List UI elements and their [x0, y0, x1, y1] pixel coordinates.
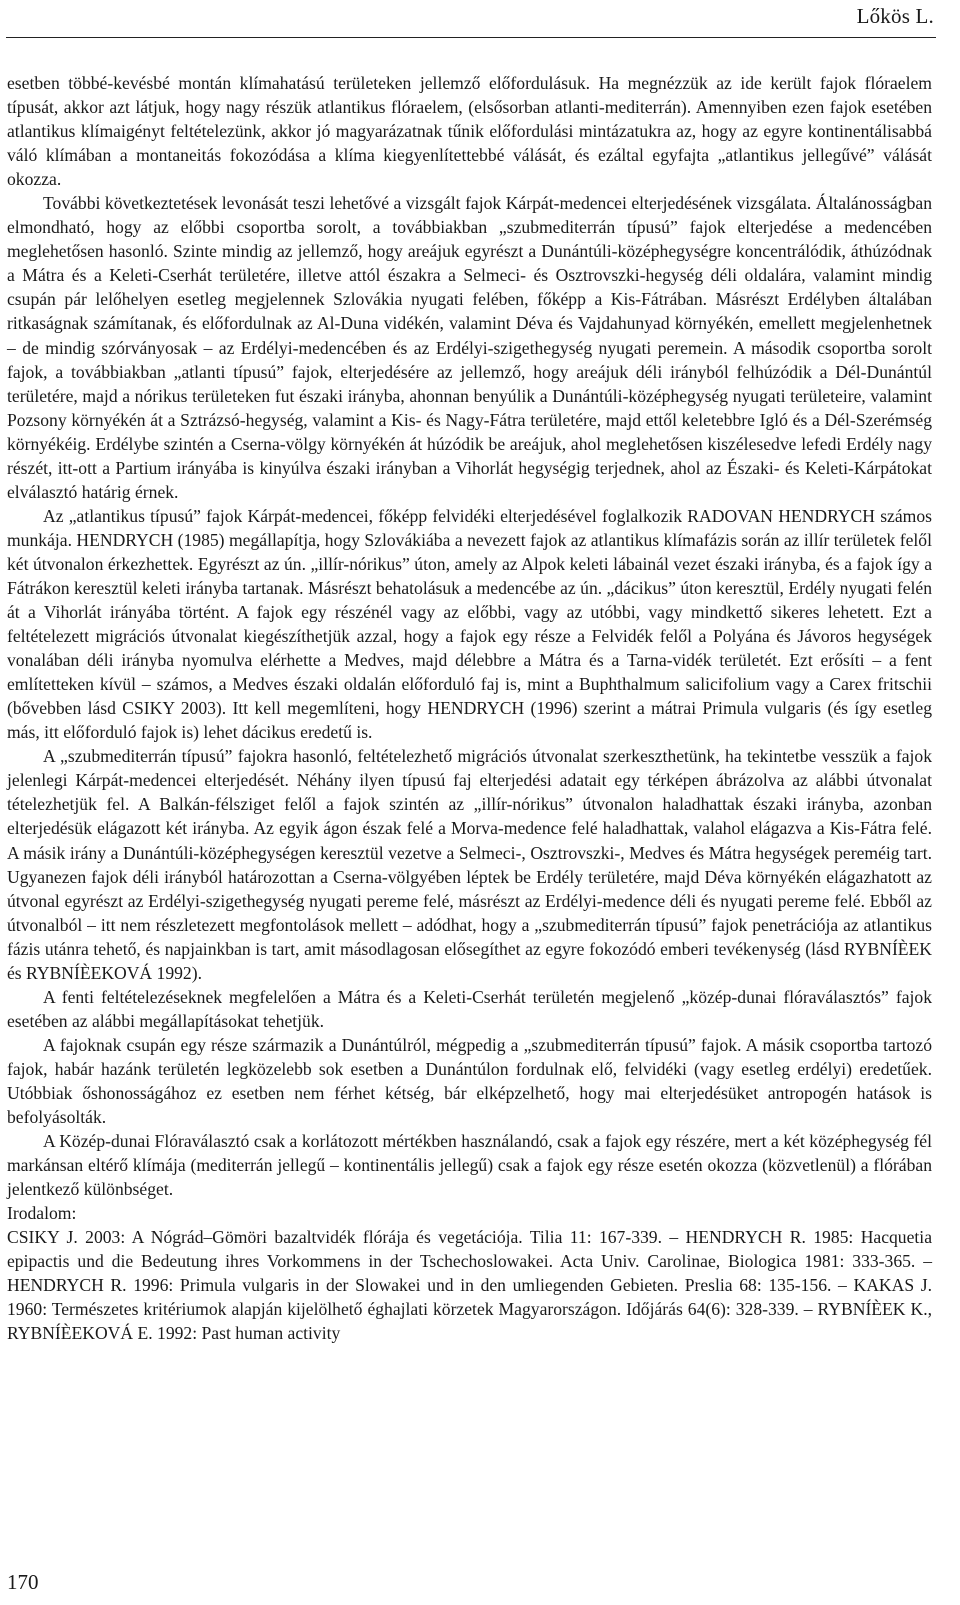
article-body [7, 71, 932, 1345]
header-rule [6, 37, 936, 38]
paragraph-3: Az „atlantikus típusú” fajok Kárpát-medencei, főképp felvidéki elterjedésével foglalkozik RADOVAN HENDRYCH számos munkája. HENDRYCH (1985) megállapítja, hogy Szlovákiába a nevezett fajok az atlantikus klímafázis során az illír területek felől két útvonalon érkezhettek. Egyrészt az ún. „illír-nórikus” úton, amely az Alpok keleti lábainál vezet északi irányba, és a fajok így a Fátrákon keresztül keleti irányba tartanak. Másrészt behatolásuk a medencébe az ún. „dácikus” úton keresztül, Erdély nyugati felén át a Vihorlát irányába történt. A fajok egy részénél vagy az előbbi, vagy az utóbbi, vagy mindkettő sikeres lehetett. Ezt a feltételezett migrációs útvonalat kiegészíthetjük azzal, hogy a fajok egy része a Felvidék felől a Polyána és Jávoros hegységek vonalában déli irányba nyomulva elérhette a Medves, majd délebbre a Mátra és a Tarna-vidék területét. Ezt erősíti – a fent említetteken kívül – számos, a Medves északi oldalán előforduló faj is, mint a Buphthalmum salicifolium vagy a Carex fritschii (bővebben lásd CSIKY 2003). Itt kell megemlíteni, hogy HENDRYCH (1996) szerint a mátrai Primula vulgaris (és így esetleg más, itt előforduló fajok is) lehet dácikus eredetű is. [7, 505, 932, 743]
paragraph-4: A „szubmediterrán típusú” fajokra hasonló, feltételezhető migrációs útvonalat szerkeszthetünk, ha tekintetbe vesszük a fajok jelenlegi Kárpát-medencei elterjedését. Néhány ilyen típusú faj elterjedési adatait egy térképen ábrázolva az alábbi útvonalat tételezhetjük fel. A Balkán-félsziget felől a fajok szintén az „illír-nórikus” útvonalon haladhattak északi irányba, azonban elterjedésük elágazott két irányba. Az egyik ágon észak felé a Morva-medence felé haladhattak, valahol elágazva a Kis-Fátra felé. A másik irány a Dunántúli-középhegységen keresztül vezetve a Selmeci-, Osztrovszki-, Medves és Mátra hegységek pereméig tart. Ugyanezen fajok déli irányból határozottan a Cserna-völgyében léptek be Erdély területére, majd Déva környékén elágazhatott az útvonal egyrészt az Erdélyi-szigethegység nyugati pereme felé, másrészt az Erdélyi-medence déli és nyugati pereme felé. Ebből az útvonalból – itt nem részletezett megfontolások mellett – adódhat, hogy a „szubmediterrán típusú” fajok penetrációja az atlantikus fázis utánra tehető, és napjainkban is tart, amit másodlagosan elősegíthet az egyre fokozódó emberi tevékenység (lásd RYBNÍÈEK és RYBNÍÈEKOVÁ 1992). [7, 746, 932, 983]
paragraph-7: A Közép-dunai Flóraválasztó csak a korlátozott mértékben használandó, csak a fajok egy részére, mert a két középhegység fél markánsan eltérő klímája (mediterrán jellegű – kontinentális jellegű) csak a fajok egy része esetén okozza (közvetlenül) a flórában jelentkező különbséget. [7, 1131, 932, 1200]
page-number: 170 [7, 1570, 39, 1594]
running-head: Lőkös L. [856, 4, 934, 28]
paragraph-1: esetben többé-kevésbé montán klímahatású területeken jellemző előfordulásuk. Ha megnézzük az ide került fajok flóraelem típusát, akkor azt látjuk, hogy nagy részük atlantikus flóraelem, (elsősorban atlanti-mediterrán). Amennyiben ezen fajok esetében atlantikus klímaigényt feltételezünk, akkor jó magyarázatnak tűnik előfordulási mintázatukra az, hogy az egyre kontinentálisabbá váló klímában a montaneitás fokozódása a klíma kiegyenlítettebbé válását, és ezáltal egyfajta „atlantikus jellegűvé” válását okozza. [7, 73, 932, 190]
references-list: CSIKY J. 2003: A Nógrád–Gömöri bazaltvidék flórája és vegetációja. Tilia 11: 167-339. – HENDRYCH R. 1985: Hacquetia epipactis und die Bedeutung ihres Vorkommens in der Tschechoslowakei. Acta Univ. Carolinae, Biologica 1981: 333-365. – HENDRYCH R. 1996: Primula vulgaris in der Slowakei und in den umliegenden Gebieten. Preslia 68: 135-156. – KAKAS J. 1960: Természetes kritériumok alapján kijelölhető éghajlati körzetek Magyarországon. Időjárás 64(6): 328-339. – RYBNÍÈEK K., RYBNÍÈEKOVÁ E. 1992: Past human activity [7, 1227, 932, 1344]
references-heading: Irodalom: [7, 1203, 77, 1224]
paragraph-5: A fenti feltételezéseknek megfelelően a Mátra és a Keleti-Cserhát területén megjelenő „közép-dunai flóraválasztós” fajok esetében az alábbi megállapításokat tehetjük. [7, 986, 932, 1031]
paragraph-2: További következtetések levonását teszi lehetővé a vizsgált fajok Kárpát-medencei elterjedésének vizsgálata. Általánosságban elmondható, hogy az előbbi csoportba sorolt, a továbbiakban „szubmediterrán típusú” fajok elterjedése a medencében meglehetősen hasonló. Szinte mindig az jellemző, hogy areájuk egyrészt a Dunántúli-középhegységre koncentrálódik, áthúzódnak a Mátra és a Keleti-Cserhát területére, illetve attól északra a Selmeci- és Osztrovszki-hegység déli oldalára, valamint mindig csupán pár lelőhelyen esetleg megjelennek Szlovákia nyugati felében, főképp a Kis-Fátrában. Másrészt Erdélyben általában ritkaságnak számítanak, és előfordulnak az Al-Duna vidékén, valamint Déva és Vajdahunyad környékén, emellett megjelenhetnek – de mindig szórványosak – az Erdélyi-medencében és az Erdélyi-szigethegység nyugati peremein. A második csoportba sorolt fajok, a továbbiakban „atlanti típusú” fajok, elterjedésére az jellemző, hogy areájuk déli irányból felhúzódik a Dél-Dunántúl területére, majd a nórikus területeken fut északi irányba, ahonnan benyúlik a Dunántúli-középhegység nyugati területeire, valamint Pozsony környékén át a Sztrázsó-hegység, valamint a Kis- és Nagy-Fátra területére, majd ettől keletebbre Igló és a Dél-Szerémség környékéig. Erdélybe szintén a Cserna-völgy környékén át húzódik be areájuk, ahol meglehetősen kiszélesedve lefedi Erdély nagy részét, itt-ott a Partium irányába is kinyúlva északi irányban a Vihorlát hegységig terjednek, ahol az Északi- és Keleti-Kárpátokat elválasztó határig érnek. [7, 193, 932, 502]
paragraph-6: A fajoknak csupán egy része származik a Dunántúlról, mégpedig a „szubmediterrán típusú” fajok. A másik csoportba tartozó fajok, habár hazánk területén legközelebb sok esetben a Dunántúlon fordulnak elő, felvidéki (vagy esetleg erdélyi) eredetűek. Utóbbiak őshonosságához ez esetben nem férhet kétség, bár elképzelhető, hogy mai elterjedésüket antropogén hatások is befolyásolták. [7, 1034, 932, 1128]
